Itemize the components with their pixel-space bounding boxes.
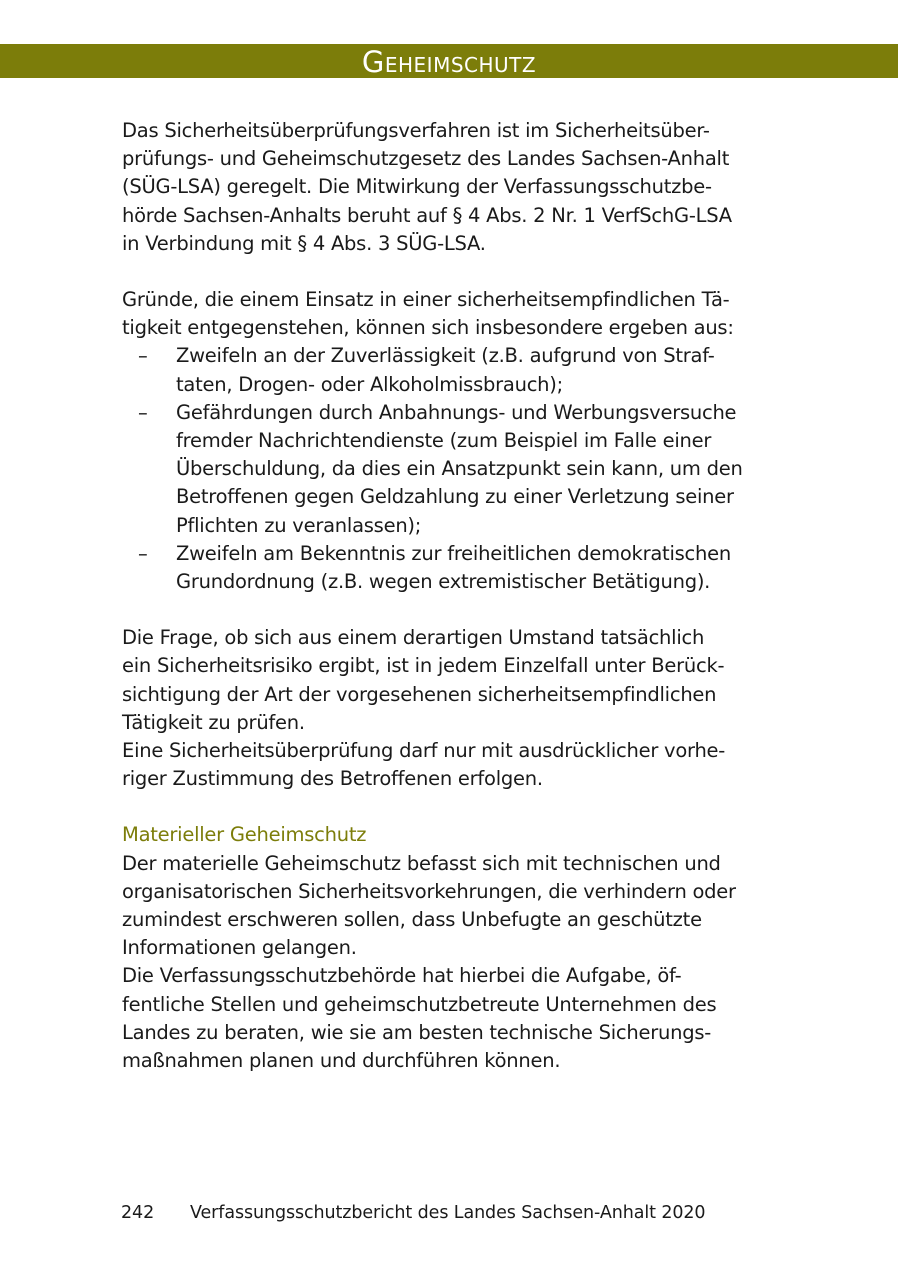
text-line: ein Sicherheitsrisiko ergibt, ist in jedem Einzelfall unter Berück-	[122, 654, 725, 678]
text-line: prüfungs- und Geheimschutzgesetz des Landes Sachsen-Anhalt	[122, 147, 730, 171]
text-line: fentliche Stellen und geheimschutzbetreute Unternehmen des	[122, 992, 717, 1016]
text-line: hörde Sachsen-Anhalts beruht auf § 4 Abs. 2 Nr. 1 VerfSchG-LSA	[122, 203, 732, 227]
dash-bullet: –	[138, 344, 148, 368]
paragraph-spacer	[122, 258, 812, 286]
text-line: taten, Drogen- oder Alkoholmissbrauch);	[176, 372, 563, 396]
paragraph-spacer	[122, 793, 812, 821]
text-line: Die Verfassungsschutzbehörde hat hierbei die Aufgabe, öf-	[122, 964, 682, 988]
paragraph-advisory-role	[122, 962, 812, 1075]
reasons-list	[122, 342, 812, 596]
paragraph-material-protection	[122, 850, 812, 963]
page-number: 242	[121, 1203, 155, 1223]
publication-title: Verfassungsschutzbericht des Landes Sachsen-Anhalt 2020	[190, 1203, 706, 1223]
page-body	[122, 117, 812, 1075]
text-line: in Verbindung mit § 4 Abs. 3 SÜG-LSA.	[122, 231, 486, 255]
text-line: Gründe, die einem Einsatz in einer sicherheitsempfindlichen Tä-	[122, 288, 730, 312]
text-line: Zweifeln an der Zuverlässigkeit (z.B. aufgrund von Straf-	[176, 344, 715, 368]
chapter-title: Geheimschutz	[361, 45, 537, 79]
dash-bullet: –	[138, 400, 148, 424]
text-line: organisatorischen Sicherheitsvorkehrungen, die verhindern oder	[122, 879, 736, 903]
text-line: maßnahmen planen und durchführen können.	[122, 1049, 561, 1073]
paragraph-risk-assessment	[122, 624, 812, 737]
text-line: Das Sicherheitsüberprüfungsverfahren ist im Sicherheitsüber-	[122, 119, 710, 142]
text-line: Zweifeln am Bekenntnis zur freiheitlichen demokratischen	[176, 541, 731, 565]
paragraph-spacer	[122, 596, 812, 624]
text-line: Die Frage, ob sich aus einem derartigen Umstand tatsächlich	[122, 626, 705, 650]
paragraph-consent	[122, 737, 812, 793]
paragraph-reasons-intro	[122, 286, 812, 342]
text-line: fremder Nachrichtendienste (zum Beispiel im Falle einer	[176, 429, 712, 453]
section-heading: Materieller Geheimschutz	[122, 823, 367, 847]
list-item	[122, 342, 812, 398]
text-line: Gefährdungen durch Anbahnungs- und Werbungsversuche	[176, 400, 737, 424]
text-line: Informationen gelangen.	[122, 936, 357, 960]
list-item	[122, 399, 812, 540]
text-line: Pflichten zu veranlassen);	[176, 513, 422, 537]
text-line: (SÜG-LSA) geregelt. Die Mitwirkung der Verfassungsschutzbe-	[122, 175, 712, 199]
text-line: Überschuldung, da dies ein Ansatzpunkt sein kann, um den	[176, 457, 743, 481]
text-line: Tätigkeit zu prüfen.	[122, 710, 305, 734]
text-line: Der materielle Geheimschutz befasst sich mit technischen und	[122, 851, 721, 875]
page-footer	[121, 1201, 705, 1225]
text-line: Grundordnung (z.B. wegen extremistischer Betätigung).	[176, 570, 711, 594]
text-line: tigkeit entgegenstehen, können sich insbesondere ergeben aus:	[122, 316, 734, 340]
chapter-header-band	[0, 44, 898, 78]
dash-bullet: –	[138, 541, 148, 565]
text-line: zumindest erschweren sollen, dass Unbefugte an geschützte	[122, 908, 702, 932]
text-line: Betroffenen gegen Geldzahlung zu einer Verletzung seiner	[176, 485, 734, 509]
list-item	[122, 540, 812, 596]
text-line: sichtigung der Art der vorgesehenen sicherheitsempfindlichen	[122, 682, 717, 706]
text-line: Landes zu beraten, wie sie am besten technische Sicherungs-	[122, 1020, 712, 1044]
text-line: Eine Sicherheitsüberprüfung darf nur mit ausdrücklicher vorhe-	[122, 739, 726, 763]
text-line: riger Zustimmung des Betroffenen erfolgen.	[122, 767, 543, 791]
paragraph-procedure	[122, 117, 812, 258]
